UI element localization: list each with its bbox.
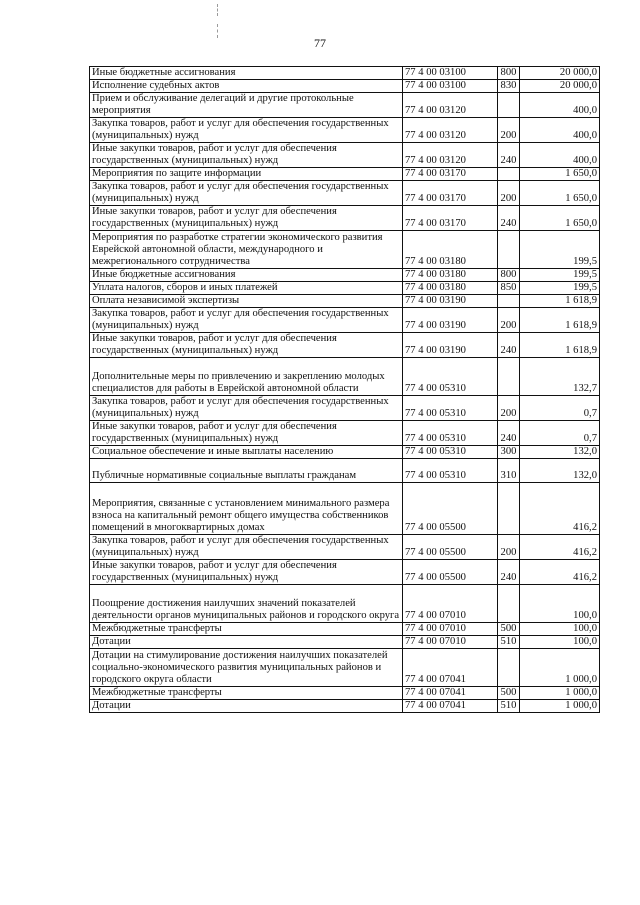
row-target-code: 77 4 00 05310 (403, 396, 498, 421)
row-amount: 100,0 (520, 623, 600, 636)
table-row (90, 333, 600, 358)
row-amount: 1 000,0 (520, 649, 600, 687)
row-name: Закупка товаров, работ и услуг для обеспечения государственных (муниципальных) нужд (90, 118, 403, 143)
table-row (90, 295, 600, 308)
row-expense-type (498, 295, 520, 308)
row-target-code: 77 4 00 03120 (403, 118, 498, 143)
row-expense-type (498, 585, 520, 623)
table-row (90, 700, 600, 713)
row-name: Дотации на стимулирование достижения наилучших показателей социально-экономического развития муниципальных районов и городского округа области (90, 649, 403, 687)
row-expense-type: 510 (498, 700, 520, 713)
row-name: Публичные нормативные социальные выплаты гражданам (90, 459, 403, 483)
row-expense-type: 800 (498, 269, 520, 282)
row-target-code: 77 4 00 07041 (403, 649, 498, 687)
row-target-code: 77 4 00 03100 (403, 80, 498, 93)
row-name: Социальное обеспечение и иные выплаты населению (90, 446, 403, 459)
row-target-code: 77 4 00 05310 (403, 421, 498, 446)
row-amount: 100,0 (520, 585, 600, 623)
row-amount: 132,7 (520, 358, 600, 396)
row-amount: 416,2 (520, 535, 600, 560)
row-amount: 1 618,9 (520, 295, 600, 308)
row-target-code: 77 4 00 03190 (403, 333, 498, 358)
table-row (90, 535, 600, 560)
table-row (90, 396, 600, 421)
row-amount: 1 650,0 (520, 206, 600, 231)
row-amount: 132,0 (520, 446, 600, 459)
row-amount: 1 000,0 (520, 687, 600, 700)
row-target-code: 77 4 00 03180 (403, 282, 498, 295)
row-name: Мероприятия по защите информации (90, 168, 403, 181)
table-row (90, 483, 600, 535)
table-row (90, 459, 600, 483)
row-expense-type: 240 (498, 333, 520, 358)
row-name: Дотации (90, 700, 403, 713)
row-name: Иные бюджетные ассигнования (90, 269, 403, 282)
row-name: Мероприятия по разработке стратегии экономического развития Еврейской автономной области, международного и межрегионального сотрудничества (90, 231, 403, 269)
row-amount: 132,0 (520, 459, 600, 483)
table-row (90, 649, 600, 687)
row-expense-type: 500 (498, 623, 520, 636)
row-target-code: 77 4 00 03190 (403, 295, 498, 308)
table-row (90, 93, 600, 118)
row-target-code: 77 4 00 03120 (403, 93, 498, 118)
row-target-code: 77 4 00 05500 (403, 483, 498, 535)
row-expense-type: 300 (498, 446, 520, 459)
row-target-code: 77 4 00 03180 (403, 269, 498, 282)
table-row (90, 358, 600, 396)
row-name: Уплата налогов, сборов и иных платежей (90, 282, 403, 295)
row-name: Иные бюджетные ассигнования (90, 67, 403, 80)
row-expense-type: 850 (498, 282, 520, 295)
row-amount: 416,2 (520, 560, 600, 585)
row-expense-type (498, 358, 520, 396)
table-row (90, 143, 600, 168)
row-name: Прием и обслуживание делегаций и другие протокольные мероприятия (90, 93, 403, 118)
row-expense-type: 200 (498, 535, 520, 560)
table-row (90, 421, 600, 446)
row-amount: 1 618,9 (520, 333, 600, 358)
row-amount: 199,5 (520, 269, 600, 282)
row-amount: 1 650,0 (520, 181, 600, 206)
row-name: Дотации (90, 636, 403, 649)
row-target-code: 77 4 00 05310 (403, 459, 498, 483)
row-expense-type: 240 (498, 206, 520, 231)
table-row (90, 585, 600, 623)
row-target-code: 77 4 00 07010 (403, 585, 498, 623)
row-name: Межбюджетные трансферты (90, 623, 403, 636)
row-name: Закупка товаров, работ и услуг для обеспечения государственных (муниципальных) нужд (90, 396, 403, 421)
row-name: Оплата независимой экспертизы (90, 295, 403, 308)
row-expense-type: 200 (498, 396, 520, 421)
row-expense-type (498, 168, 520, 181)
page-number: 77 (314, 36, 326, 50)
row-expense-type: 240 (498, 560, 520, 585)
table-row (90, 67, 600, 80)
table-row (90, 560, 600, 585)
row-expense-type: 500 (498, 687, 520, 700)
row-expense-type: 830 (498, 80, 520, 93)
row-name: Мероприятия, связанные с установлением минимального размера взноса на капитальный ремонт общего имущества собственников помещений в многоквартирных домах (90, 483, 403, 535)
table-row (90, 687, 600, 700)
row-amount: 20 000,0 (520, 80, 600, 93)
row-expense-type: 510 (498, 636, 520, 649)
table-row (90, 282, 600, 295)
row-target-code: 77 4 00 05310 (403, 446, 498, 459)
row-name: Закупка товаров, работ и услуг для обеспечения государственных (муниципальных) нужд (90, 535, 403, 560)
row-expense-type (498, 231, 520, 269)
row-target-code: 77 4 00 03180 (403, 231, 498, 269)
row-target-code: 77 4 00 03170 (403, 181, 498, 206)
row-name: Исполнение судебных актов (90, 80, 403, 93)
table-row (90, 206, 600, 231)
row-amount: 400,0 (520, 93, 600, 118)
row-amount: 416,2 (520, 483, 600, 535)
row-amount: 20 000,0 (520, 67, 600, 80)
row-target-code: 77 4 00 03170 (403, 168, 498, 181)
row-target-code: 77 4 00 03190 (403, 308, 498, 333)
budget-table (89, 66, 600, 713)
row-amount: 1 618,9 (520, 308, 600, 333)
row-target-code: 77 4 00 07010 (403, 623, 498, 636)
table-row (90, 623, 600, 636)
table-row (90, 269, 600, 282)
row-name: Иные закупки товаров, работ и услуг для обеспечения государственных (муниципальных) нужд (90, 421, 403, 446)
row-name: Иные закупки товаров, работ и услуг для обеспечения государственных (муниципальных) нужд (90, 333, 403, 358)
row-expense-type: 200 (498, 181, 520, 206)
row-amount: 0,7 (520, 396, 600, 421)
row-target-code: 77 4 00 03100 (403, 67, 498, 80)
row-expense-type: 200 (498, 308, 520, 333)
row-target-code: 77 4 00 03170 (403, 206, 498, 231)
row-amount: 400,0 (520, 118, 600, 143)
row-amount: 100,0 (520, 636, 600, 649)
row-amount: 400,0 (520, 143, 600, 168)
row-name: Иные закупки товаров, работ и услуг для обеспечения государственных (муниципальных) нужд (90, 143, 403, 168)
table-row (90, 80, 600, 93)
row-expense-type (498, 649, 520, 687)
row-target-code: 77 4 00 07041 (403, 687, 498, 700)
row-name: Иные закупки товаров, работ и услуг для обеспечения государственных (муниципальных) нужд (90, 560, 403, 585)
row-expense-type: 240 (498, 421, 520, 446)
row-expense-type: 800 (498, 67, 520, 80)
table-row (90, 118, 600, 143)
row-expense-type (498, 483, 520, 535)
budget-table-body (90, 67, 600, 713)
row-name: Закупка товаров, работ и услуг для обеспечения государственных (муниципальных) нужд (90, 181, 403, 206)
row-target-code: 77 4 00 05500 (403, 535, 498, 560)
row-amount: 199,5 (520, 282, 600, 295)
table-row (90, 446, 600, 459)
row-amount: 1 650,0 (520, 168, 600, 181)
table-row (90, 168, 600, 181)
table-row (90, 231, 600, 269)
row-expense-type: 200 (498, 118, 520, 143)
row-name: Дополнительные меры по привлечению и закреплению молодых специалистов для работы в Еврейской автономной области (90, 358, 403, 396)
row-target-code: 77 4 00 05500 (403, 560, 498, 585)
row-amount: 1 000,0 (520, 700, 600, 713)
row-name: Закупка товаров, работ и услуг для обеспечения государственных (муниципальных) нужд (90, 308, 403, 333)
table-row (90, 636, 600, 649)
row-target-code: 77 4 00 07041 (403, 700, 498, 713)
row-expense-type: 240 (498, 143, 520, 168)
binding-mark-top (217, 4, 218, 16)
row-target-code: 77 4 00 03120 (403, 143, 498, 168)
row-name: Межбюджетные трансферты (90, 687, 403, 700)
row-amount: 199,5 (520, 231, 600, 269)
table-row (90, 181, 600, 206)
table-row (90, 308, 600, 333)
row-target-code: 77 4 00 05310 (403, 358, 498, 396)
row-target-code: 77 4 00 07010 (403, 636, 498, 649)
row-expense-type: 310 (498, 459, 520, 483)
row-amount: 0,7 (520, 421, 600, 446)
row-expense-type (498, 93, 520, 118)
row-name: Иные закупки товаров, работ и услуг для обеспечения государственных (муниципальных) нужд (90, 206, 403, 231)
row-name: Поощрение достижения наилучших значений показателей деятельности органов муниципальных районов и городского округа (90, 585, 403, 623)
